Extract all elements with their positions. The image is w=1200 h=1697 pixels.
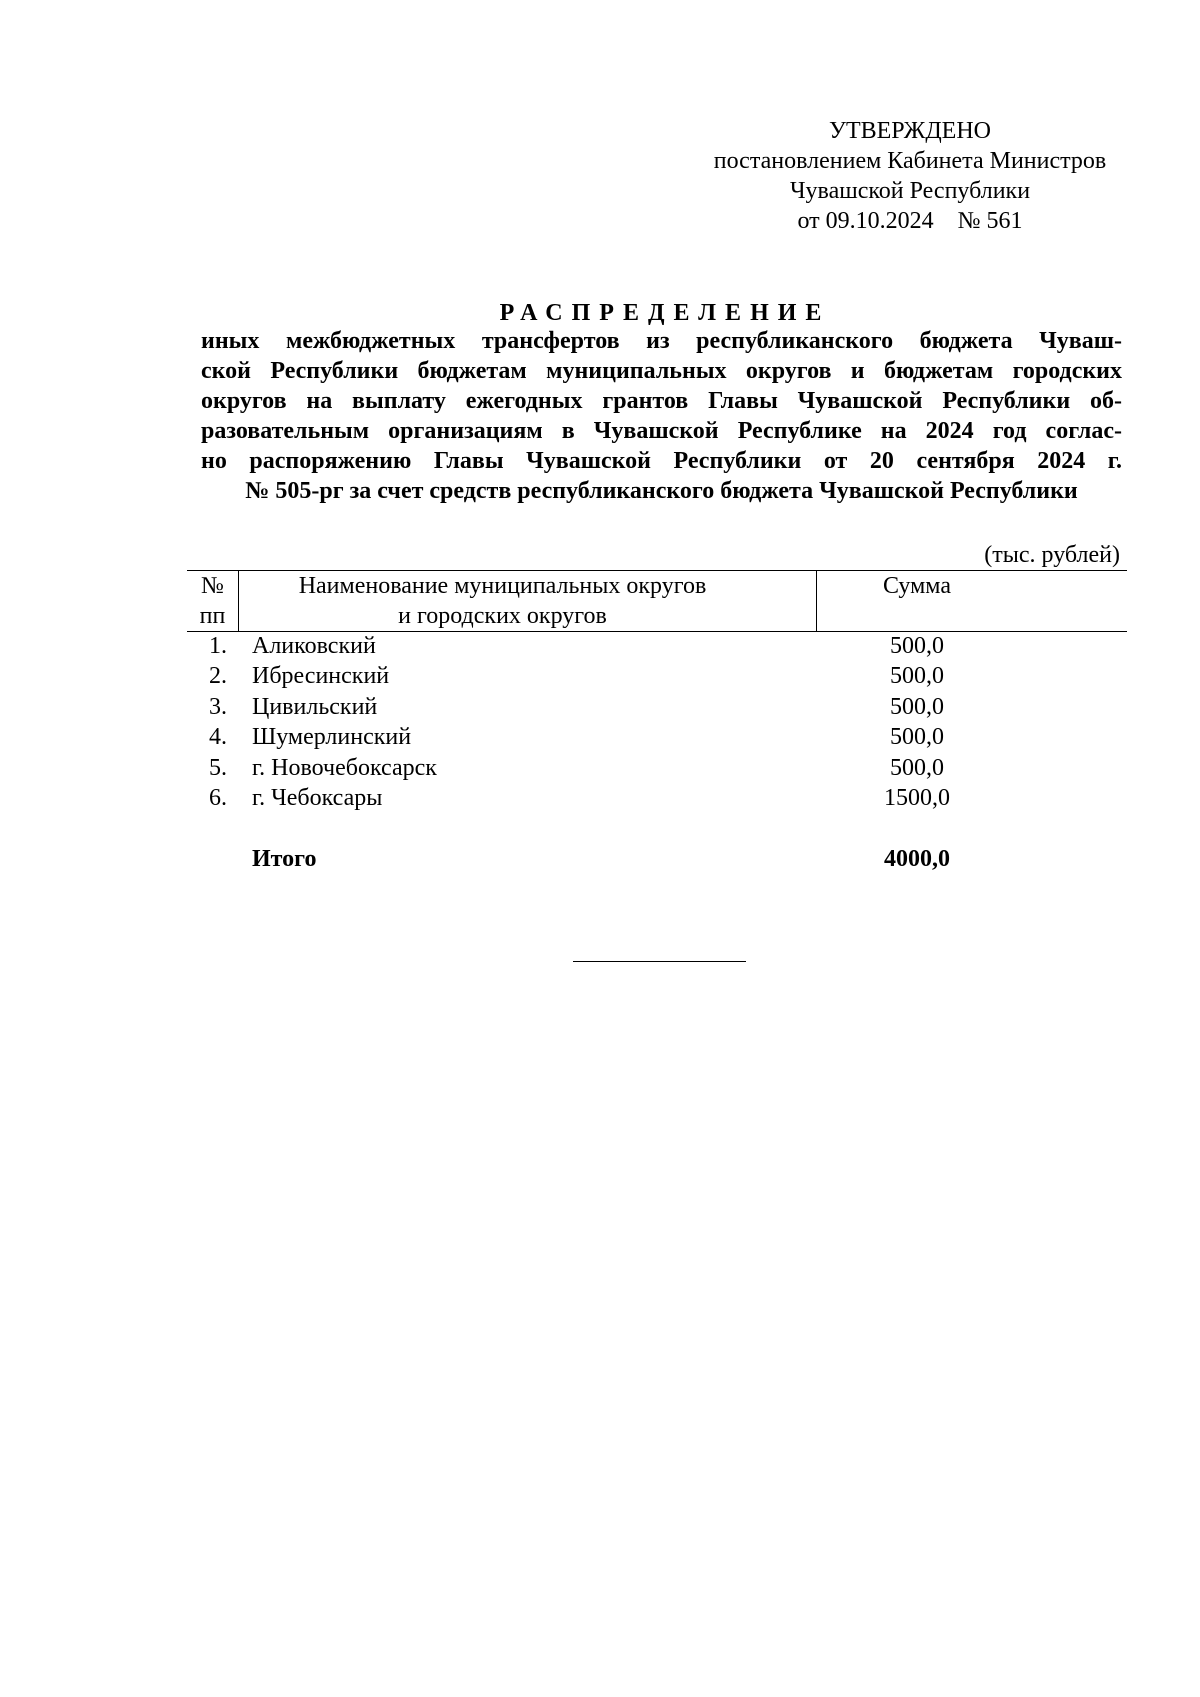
row-name: г. Чебоксары bbox=[252, 784, 383, 811]
table-body bbox=[187, 631, 1127, 813]
row-sum: 500,0 bbox=[890, 754, 944, 781]
document-subtitle bbox=[201, 326, 1122, 506]
approval-republic: Чувашской Республики bbox=[789, 178, 1031, 204]
subtitle-line: округов на выплату ежегодных грантов Главы Чувашской Республики об- bbox=[201, 388, 1122, 414]
row-name: Аликовский bbox=[252, 633, 376, 659]
row-sum: 1500,0 bbox=[884, 784, 950, 811]
row-number: 4. bbox=[209, 724, 227, 751]
table-row bbox=[187, 631, 1127, 661]
end-of-document-rule bbox=[573, 961, 746, 962]
row-number: 3. bbox=[209, 693, 227, 720]
header-number bbox=[187, 571, 238, 631]
approval-heading: УТВЕРЖДЕНО bbox=[828, 118, 992, 144]
row-sum: 500,0 bbox=[890, 724, 944, 751]
row-name: Цивильский bbox=[252, 693, 378, 720]
row-sum: 500,0 bbox=[890, 633, 944, 659]
approval-block bbox=[680, 116, 1140, 236]
approval-date-number: от 09.10.2024 № 561 bbox=[797, 208, 1023, 234]
total-label: Итого bbox=[252, 846, 317, 872]
header-sum: Сумма bbox=[883, 573, 951, 599]
header-name-line1: Наименование муниципальных округов bbox=[298, 573, 707, 599]
document-title: РАСПРЕДЕЛЕНИЕ bbox=[499, 300, 831, 326]
row-number: 1. bbox=[209, 633, 227, 659]
table-row bbox=[187, 722, 1127, 752]
table-row bbox=[187, 692, 1127, 722]
subtitle-line: но распоряжению Главы Чувашской Республики от 20 сентября 2024 г. bbox=[201, 448, 1122, 474]
header-name bbox=[239, 571, 816, 631]
units-label: (тыс. рублей) bbox=[984, 542, 1120, 568]
row-number: 6. bbox=[209, 784, 227, 811]
total-row bbox=[187, 844, 1127, 874]
approval-authority: постановлением Кабинета Министров bbox=[713, 148, 1107, 174]
subtitle-line: иных межбюджетных трансфертов из республиканского бюджета Чуваш- bbox=[201, 328, 1122, 354]
table-row bbox=[187, 661, 1127, 691]
row-name: Ибресинский bbox=[252, 663, 390, 690]
row-name: г. Новочебоксарск bbox=[252, 754, 437, 781]
row-number: 2. bbox=[209, 663, 227, 690]
subtitle-line: № 505-рг за счет средств республиканского бюджета Чувашской Республики bbox=[245, 478, 1078, 504]
subtitle-line: ской Республики бюджетам муниципальных округов и бюджетам городских bbox=[201, 358, 1122, 384]
table-row bbox=[187, 783, 1127, 813]
table-row bbox=[187, 753, 1127, 783]
row-number: 5. bbox=[209, 754, 227, 781]
subtitle-line: разовательным организациям в Чувашской Республике на 2024 год соглас- bbox=[201, 418, 1122, 444]
header-name-line2: и городских округов bbox=[398, 603, 607, 629]
header-number-sign: № bbox=[201, 573, 224, 599]
row-sum: 500,0 bbox=[890, 663, 944, 690]
row-name: Шумерлинский bbox=[252, 724, 412, 751]
row-sum: 500,0 bbox=[890, 693, 944, 720]
header-number-abbr: пп bbox=[199, 603, 226, 629]
total-sum: 4000,0 bbox=[884, 846, 950, 872]
